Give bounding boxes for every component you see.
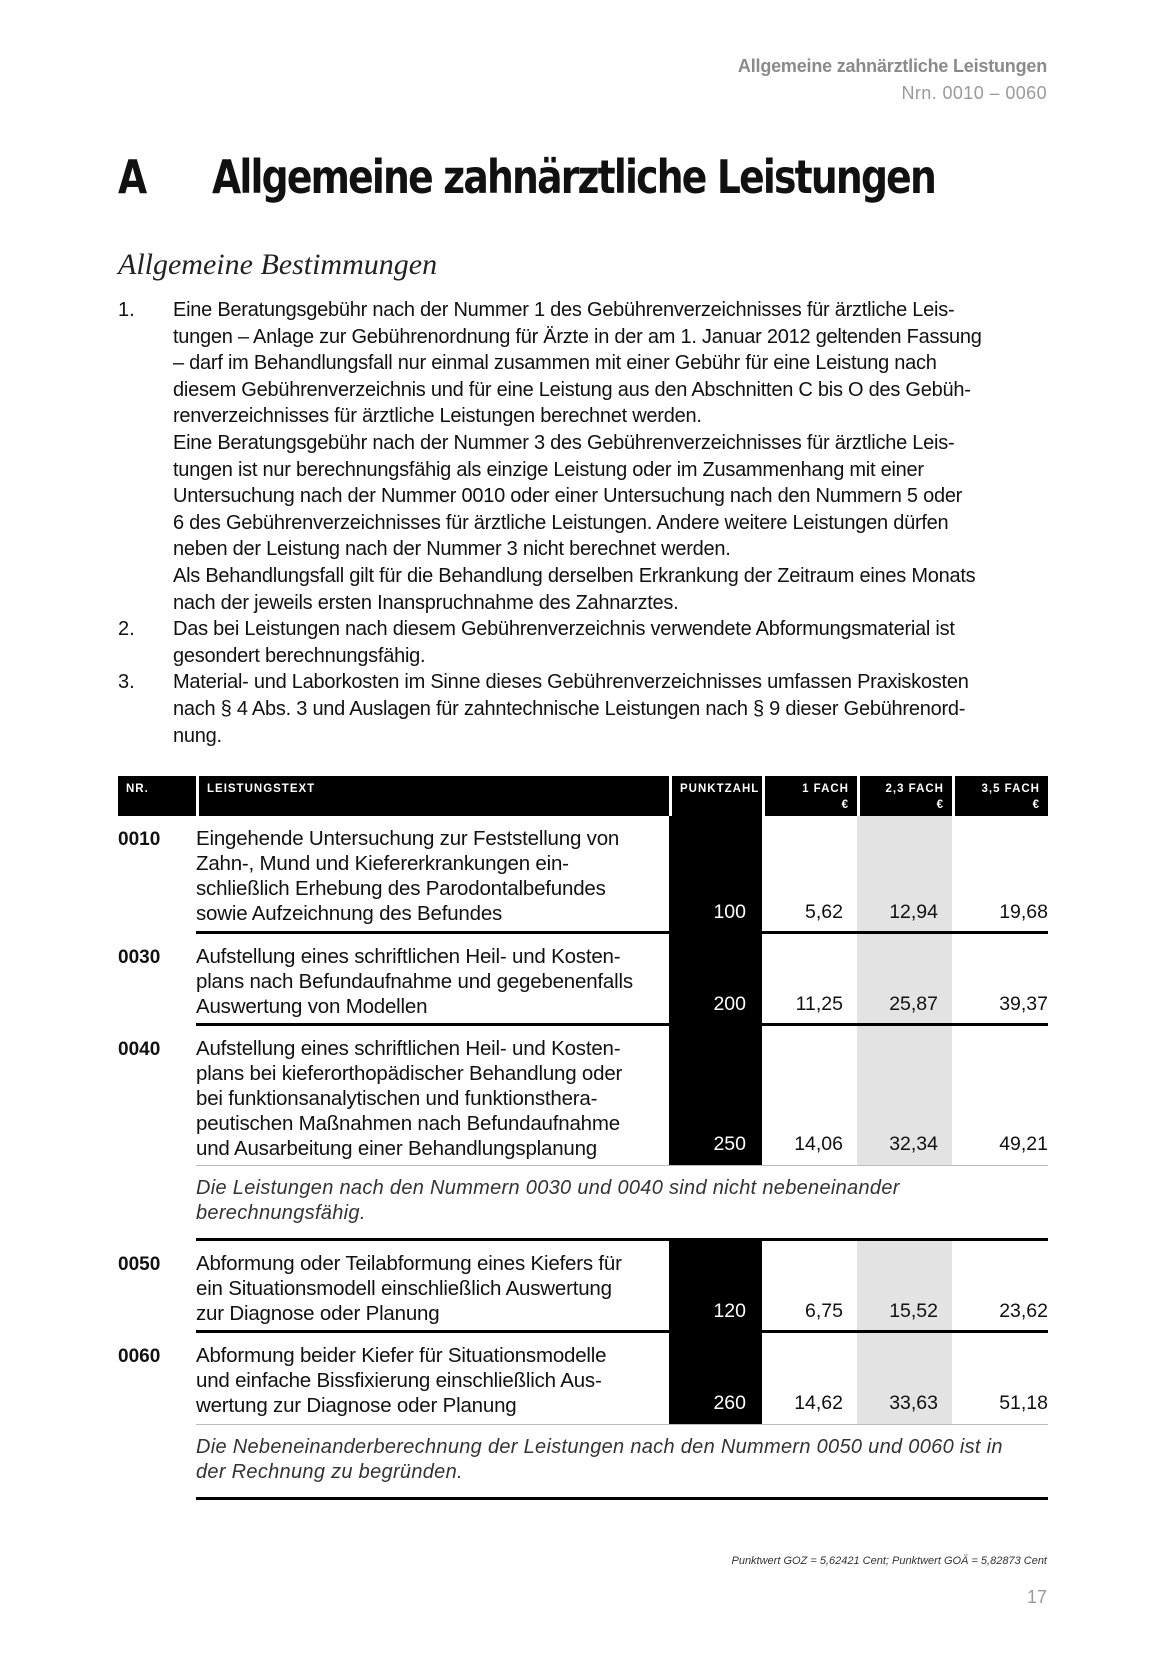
row-text-line: plans nach Befundaufnahme und gegebenenfalls — [196, 970, 633, 993]
header-1-fach-label: 1 FACH — [802, 783, 849, 795]
fee-table — [118, 776, 1048, 1500]
page-number: 17 — [1026, 1587, 1047, 1607]
row-fee-2-3-fach: 32,34 — [857, 1026, 952, 1166]
chapter-title: Allgemeine zahnärztliche Leistungen — [212, 150, 935, 204]
provision-line: nach der jeweils ersten Inanspruchnahme des Zahnarztes. — [173, 591, 679, 614]
row-fee-1-fach: 14,06 — [794, 1133, 843, 1155]
provision-number: 3. — [118, 671, 135, 694]
provision-line: Material- und Laborkosten im Sinne dieses Gebührenverzeichnisses umfassen Praxiskosten — [173, 671, 969, 694]
row-number: 0040 — [118, 1039, 161, 1060]
row-fee-3-5-fach: 51,18 — [999, 1392, 1048, 1414]
provision-line: nung. — [173, 724, 222, 747]
table-row — [118, 816, 1048, 934]
row-text-line: sowie Aufzeichnung des Befundes — [196, 902, 503, 925]
currency-symbol: € — [841, 799, 849, 811]
chapter-letter: A — [118, 150, 146, 204]
running-head-title: Allgemeine zahnärztliche Leistungen — [737, 56, 1047, 76]
header-3-5-fach — [952, 776, 1048, 816]
row-text-line: und einfache Bissfixierung einschließlich Aus- — [196, 1369, 602, 1392]
table-note-line: Die Nebeneinanderberechnung der Leistungen nach den Nummern 0050 und 0060 ist in — [196, 1436, 1003, 1458]
currency-symbol: € — [936, 799, 944, 811]
table-note-line: der Rechnung zu begründen. — [196, 1461, 463, 1483]
table-note-line: Die Leistungen nach den Nummern 0030 und 0040 sind nicht nebeneinander — [196, 1177, 900, 1199]
row-text-line: Aufstellung eines schriftlichen Heil- und Kosten- — [196, 1037, 621, 1060]
row-number: 0050 — [118, 1254, 161, 1275]
table-header — [118, 776, 1048, 816]
provision-item — [118, 669, 1048, 749]
row-text — [196, 1241, 669, 1333]
row-number: 0060 — [118, 1346, 161, 1367]
row-text-line: Zahn-, Mund und Kiefererkrankungen ein- — [196, 852, 569, 875]
row-fee-2-3-fach: 15,52 — [857, 1241, 952, 1333]
row-text-line: Aufstellung eines schriftlichen Heil- und Kosten- — [196, 945, 621, 968]
provision-line: diesem Gebührenverzeichnis und für eine Leistung aus den Abschnitten C bis O des Gebüh- — [173, 378, 971, 401]
running-head — [738, 53, 1047, 107]
provision-line: renverzeichnisses für ärztliche Leistungen berechnet werden. — [173, 405, 702, 428]
row-fee-1-fach: 6,75 — [805, 1300, 843, 1322]
running-head-range: Nrn. 0010 – 0060 — [901, 83, 1047, 103]
provision-line: tungen – Anlage zur Gebührenordnung für Ärzte in der am 1. Januar 2012 geltenden Fassung — [173, 325, 982, 348]
header-leistungstext: LEISTUNGSTEXT — [196, 776, 669, 816]
provision-line: – darf im Behandlungsfall nur einmal zusammen mit einer Gebühr für eine Leistung nach — [173, 352, 937, 375]
row-text-line: Abformung beider Kiefer für Situationsmodelle — [196, 1344, 607, 1367]
row-text-line: und Ausarbeitung einer Behandlungsplanung — [196, 1137, 597, 1160]
header-2-3-fach — [857, 776, 952, 816]
row-text — [196, 934, 669, 1026]
provision-text — [173, 297, 1043, 616]
row-fee-2-3-fach: 33,63 — [857, 1333, 952, 1425]
provision-number: 1. — [118, 299, 135, 321]
row-number: 0030 — [118, 947, 161, 968]
provision-line: 6 des Gebührenverzeichnisses für ärztliche Leistungen. Andere weitere Leistungen dürfen — [173, 511, 949, 534]
row-fee-1-fach: 14,62 — [794, 1392, 843, 1414]
table-note — [196, 1425, 1048, 1500]
row-points: 200 — [669, 934, 762, 1026]
row-text-line: Auswertung von Modellen — [196, 995, 428, 1018]
header-2-3-fach-label: 2,3 FACH — [885, 783, 944, 795]
provision-line: tungen ist nur berechnungsfähig als einzige Leistung oder im Zusammenhang mit einer — [173, 458, 924, 481]
provision-item — [118, 297, 1048, 616]
row-points: 260 — [669, 1333, 762, 1425]
row-fee-3-5-fach: 23,62 — [999, 1300, 1048, 1322]
provision-line: Eine Beratungsgebühr nach der Nummer 1 des Gebührenverzeichnisses für ärztliche Leis- — [173, 299, 955, 321]
provision-line: Das bei Leistungen nach diesem Gebührenverzeichnis verwendete Abformungsmaterial ist — [173, 618, 955, 641]
table-note — [196, 1166, 1048, 1241]
row-fee-3-5-fach: 19,68 — [999, 901, 1048, 923]
row-text-line: plans bei kieferorthopädischer Behandlung oder — [196, 1062, 623, 1085]
row-fee-2-3-fach: 12,94 — [857, 816, 952, 934]
row-divider — [196, 1424, 1048, 1425]
provision-text — [173, 616, 1043, 669]
row-text-line: Abformung oder Teilabformung eines Kiefers für — [196, 1252, 622, 1275]
row-fee-3-5-fach: 39,37 — [999, 993, 1048, 1015]
provision-number: 2. — [118, 618, 135, 641]
provision-text — [173, 669, 1043, 749]
row-fee-1-fach: 5,62 — [805, 901, 843, 923]
row-fee-2-3-fach: 25,87 — [857, 934, 952, 1026]
row-text-line: bei funktionsanalytischen und funktionsthera- — [196, 1087, 598, 1110]
point-value-footnote: Punktwert GOZ = 5,62421 Cent; Punktwert GOÄ = 5,82873 Cent — [731, 1555, 1047, 1567]
row-points: 250 — [669, 1026, 762, 1166]
row-text-line: Eingehende Untersuchung zur Feststellung von — [196, 827, 620, 850]
provision-line: Untersuchung nach der Nummer 0010 oder einer Untersuchung nach den Nummern 5 oder — [173, 485, 963, 508]
header-nr: NR. — [126, 783, 149, 795]
section-title: Allgemeine Bestimmungen — [118, 248, 438, 281]
table-row — [118, 1241, 1048, 1333]
table-row — [118, 1333, 1048, 1425]
row-points: 120 — [669, 1241, 762, 1333]
row-divider — [196, 1165, 1048, 1166]
row-text — [196, 816, 669, 934]
table-row — [118, 934, 1048, 1026]
header-1-fach — [762, 776, 857, 816]
table-row — [118, 1026, 1048, 1166]
row-text-line: schließlich Erhebung des Parodontalbefundes — [196, 877, 606, 900]
row-points: 100 — [669, 816, 762, 934]
header-3-5-fach-label: 3,5 FACH — [981, 783, 1040, 795]
provision-line: Eine Beratungsgebühr nach der Nummer 3 des Gebührenverzeichnisses für ärztliche Leis- — [173, 431, 955, 454]
provision-line: nach § 4 Abs. 3 und Auslagen für zahntechnische Leistungen nach § 9 dieser Gebührenord- — [173, 697, 966, 720]
provision-line: gesondert berechnungsfähig. — [173, 644, 426, 667]
provision-line: Als Behandlungsfall gilt für die Behandlung derselben Erkrankung der Zeitraum eines Monats — [173, 564, 976, 587]
general-provisions — [118, 297, 1048, 749]
row-number: 0010 — [118, 829, 161, 850]
currency-symbol: € — [1032, 799, 1040, 811]
header-punktzahl: PUNKTZAHL — [669, 776, 762, 816]
row-text-line: ein Situationsmodell einschließlich Auswertung — [196, 1277, 612, 1300]
row-text-line: zur Diagnose oder Planung — [196, 1302, 440, 1325]
row-text — [196, 1026, 669, 1166]
row-fee-3-5-fach: 49,21 — [999, 1133, 1048, 1155]
row-text-line: wertung zur Diagnose oder Planung — [196, 1394, 517, 1417]
provision-item — [118, 616, 1048, 669]
table-note-line: berechnungsfähig. — [196, 1202, 366, 1224]
row-text — [196, 1333, 669, 1425]
provision-line: neben der Leistung nach der Nummer 3 nicht berechnet werden. — [173, 538, 731, 561]
row-text-line: peutischen Maßnahmen nach Befundaufnahme — [196, 1112, 620, 1135]
row-fee-1-fach: 11,25 — [795, 993, 843, 1015]
